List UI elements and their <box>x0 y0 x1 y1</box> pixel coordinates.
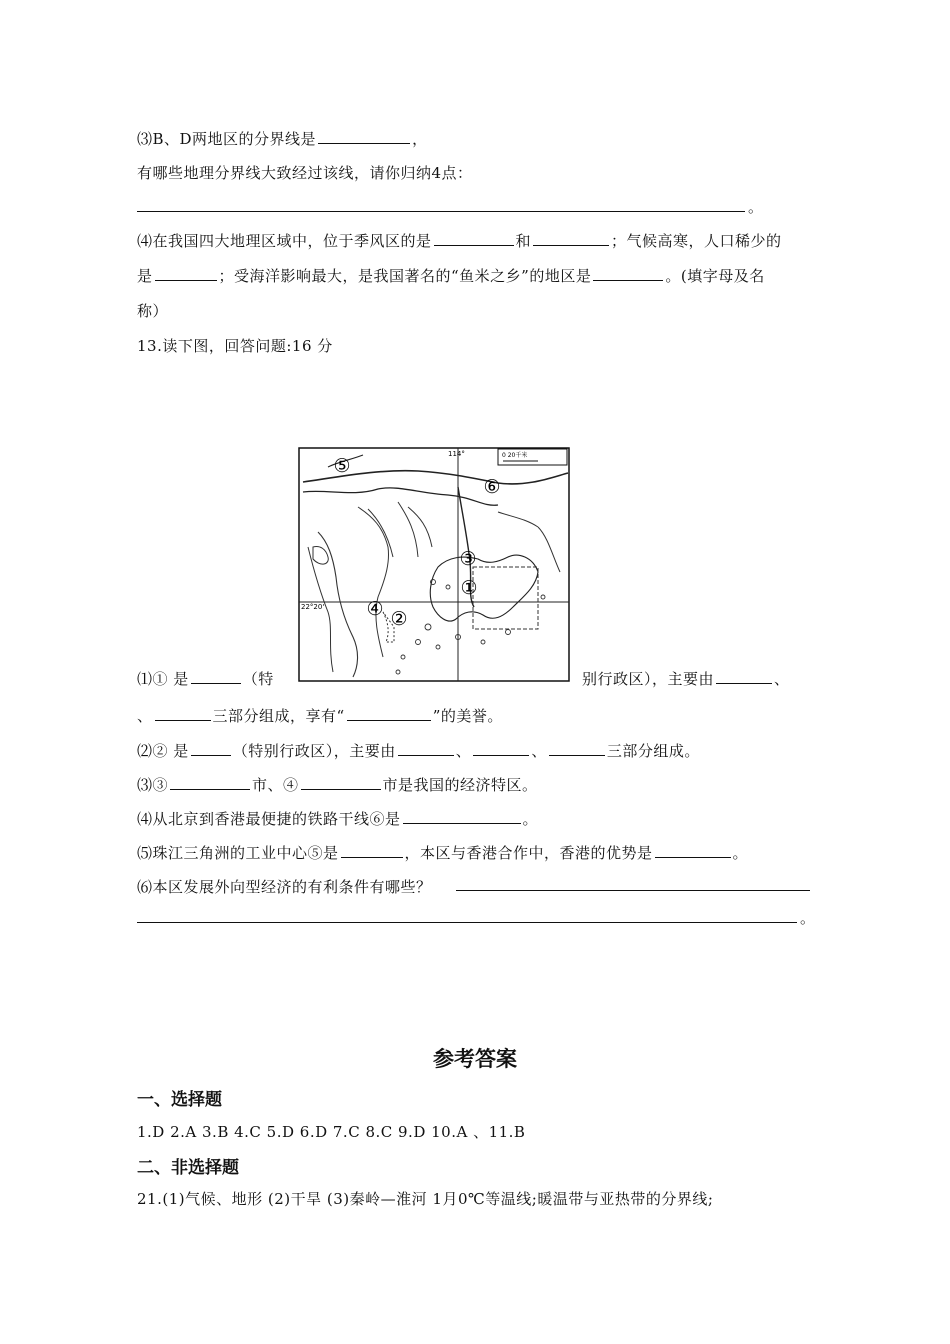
longitude-label: 114° <box>448 450 465 458</box>
answer-blank[interactable] <box>301 775 381 790</box>
text: ；气候高寒，人口稀少的 <box>611 232 782 250</box>
q13-part6-line <box>137 876 432 897</box>
text: 、 <box>455 742 472 760</box>
q13-part1-line2 <box>137 705 503 726</box>
text: 是 <box>137 267 153 285</box>
answer-blank[interactable] <box>155 706 211 721</box>
q12-part3-line <box>137 128 428 149</box>
text: ；受海洋影响最大，是我国著名的“鱼米之乡”的地区是 <box>218 267 592 285</box>
answer-blank[interactable] <box>473 741 529 756</box>
answer-blank[interactable] <box>341 843 403 858</box>
text: 、 <box>531 742 547 760</box>
answer-blank[interactable] <box>655 843 731 858</box>
text: 三部分组成，享有“ <box>212 707 345 725</box>
latitude-label: 22°20' <box>301 603 325 611</box>
text: ⑹本区发展外向型经济的有利条件有哪些？ <box>137 878 432 896</box>
answer-blank[interactable] <box>398 741 454 756</box>
text: （特别行政区），主要由 <box>232 742 396 760</box>
period: 。 <box>748 198 764 216</box>
text: 市、④ <box>252 776 299 794</box>
text: 、 <box>774 670 790 688</box>
text: （特 <box>242 670 274 688</box>
q13-part1-line1-right <box>582 668 790 689</box>
text: ⑶B、D两地区的分界线是 <box>137 130 317 148</box>
answer-blank[interactable] <box>533 231 609 246</box>
text: ⑸珠江三角洲的工业中心⑤是 <box>137 844 339 862</box>
marker-2: ② <box>390 608 408 630</box>
q13-part1-line1 <box>137 668 274 689</box>
text: ⑴① 是 <box>137 670 189 688</box>
answer-blank-full[interactable] <box>137 211 745 212</box>
text: 。(填字母及名 <box>665 267 765 285</box>
marker-6: ⑥ <box>483 476 501 498</box>
answer-blank[interactable] <box>716 669 772 684</box>
text: ⑵② 是 <box>137 742 189 760</box>
answer-blank[interactable] <box>191 741 231 756</box>
marker-5: ⑤ <box>333 455 351 477</box>
answer-blank[interactable] <box>434 231 514 246</box>
q13-part2-line <box>137 740 700 761</box>
period: 。 <box>800 909 816 927</box>
q12-part4-line3: 称） <box>137 302 169 320</box>
text: ⑶③ <box>137 776 169 794</box>
marker-3: ③ <box>459 548 477 570</box>
q13-part4-line <box>137 808 538 829</box>
answer-blank[interactable] <box>155 266 217 281</box>
text: ， <box>412 130 428 148</box>
text: 别行政区），主要由 <box>582 670 715 688</box>
answer-blank[interactable] <box>170 775 250 790</box>
section-choice-heading: 一、选择题 <box>137 1090 222 1110</box>
answer-blank[interactable] <box>593 266 663 281</box>
answer-blank[interactable] <box>403 809 521 824</box>
marker-1: ① <box>460 577 478 599</box>
answer-21: 21.(1)气候、地形 (2)干旱 (3)秦岭—淮河 1月0℃等温线;暖温带与亚热带的分界线; <box>137 1190 714 1208</box>
text: 市是我国的经济特区。 <box>382 776 538 794</box>
text: 和 <box>515 232 532 250</box>
text: ，本区与香港合作中，香港的优势是 <box>404 844 653 862</box>
answer-blank[interactable] <box>347 706 431 721</box>
marker-4: ④ <box>366 598 384 620</box>
answer-blank[interactable] <box>318 129 410 144</box>
q13-part3-line <box>137 774 538 795</box>
answer-blank[interactable] <box>191 669 241 684</box>
answer-blank[interactable] <box>549 741 605 756</box>
q13-part5-line <box>137 842 748 863</box>
text: ⑷在我国四大地理区域中，位于季风区的是 <box>137 232 432 250</box>
pearl-river-delta-map <box>298 447 570 682</box>
answers-title: 参考答案 <box>433 1046 517 1071</box>
text: 。 <box>732 844 749 862</box>
answer-blank-full[interactable] <box>456 890 810 891</box>
choice-answers: 1.D 2.A 3.B 4.C 5.D 6.D 7.C 8.C 9.D 10.A 、11.B <box>137 1123 526 1141</box>
text: ⑷从北京到香港最便捷的铁路干线⑥是 <box>137 810 401 828</box>
q13-title: 13.读下图，回答问题:16 分 <box>137 337 333 355</box>
text: ”的美誉。 <box>432 707 503 725</box>
section-nonchoice-heading: 二、非选择题 <box>137 1158 239 1178</box>
text: 。 <box>522 810 539 828</box>
answer-blank-full[interactable] <box>137 922 797 923</box>
text: 、 <box>137 707 153 725</box>
q12-part3-prompt: 有哪些地理分界线大致经过该线，请你归纳4点： <box>137 164 473 182</box>
q12-part4-line2 <box>137 265 765 286</box>
q12-part4-line1 <box>137 230 782 251</box>
text: 三部分组成。 <box>606 742 700 760</box>
scale-label: 0 20千米 <box>502 452 528 459</box>
